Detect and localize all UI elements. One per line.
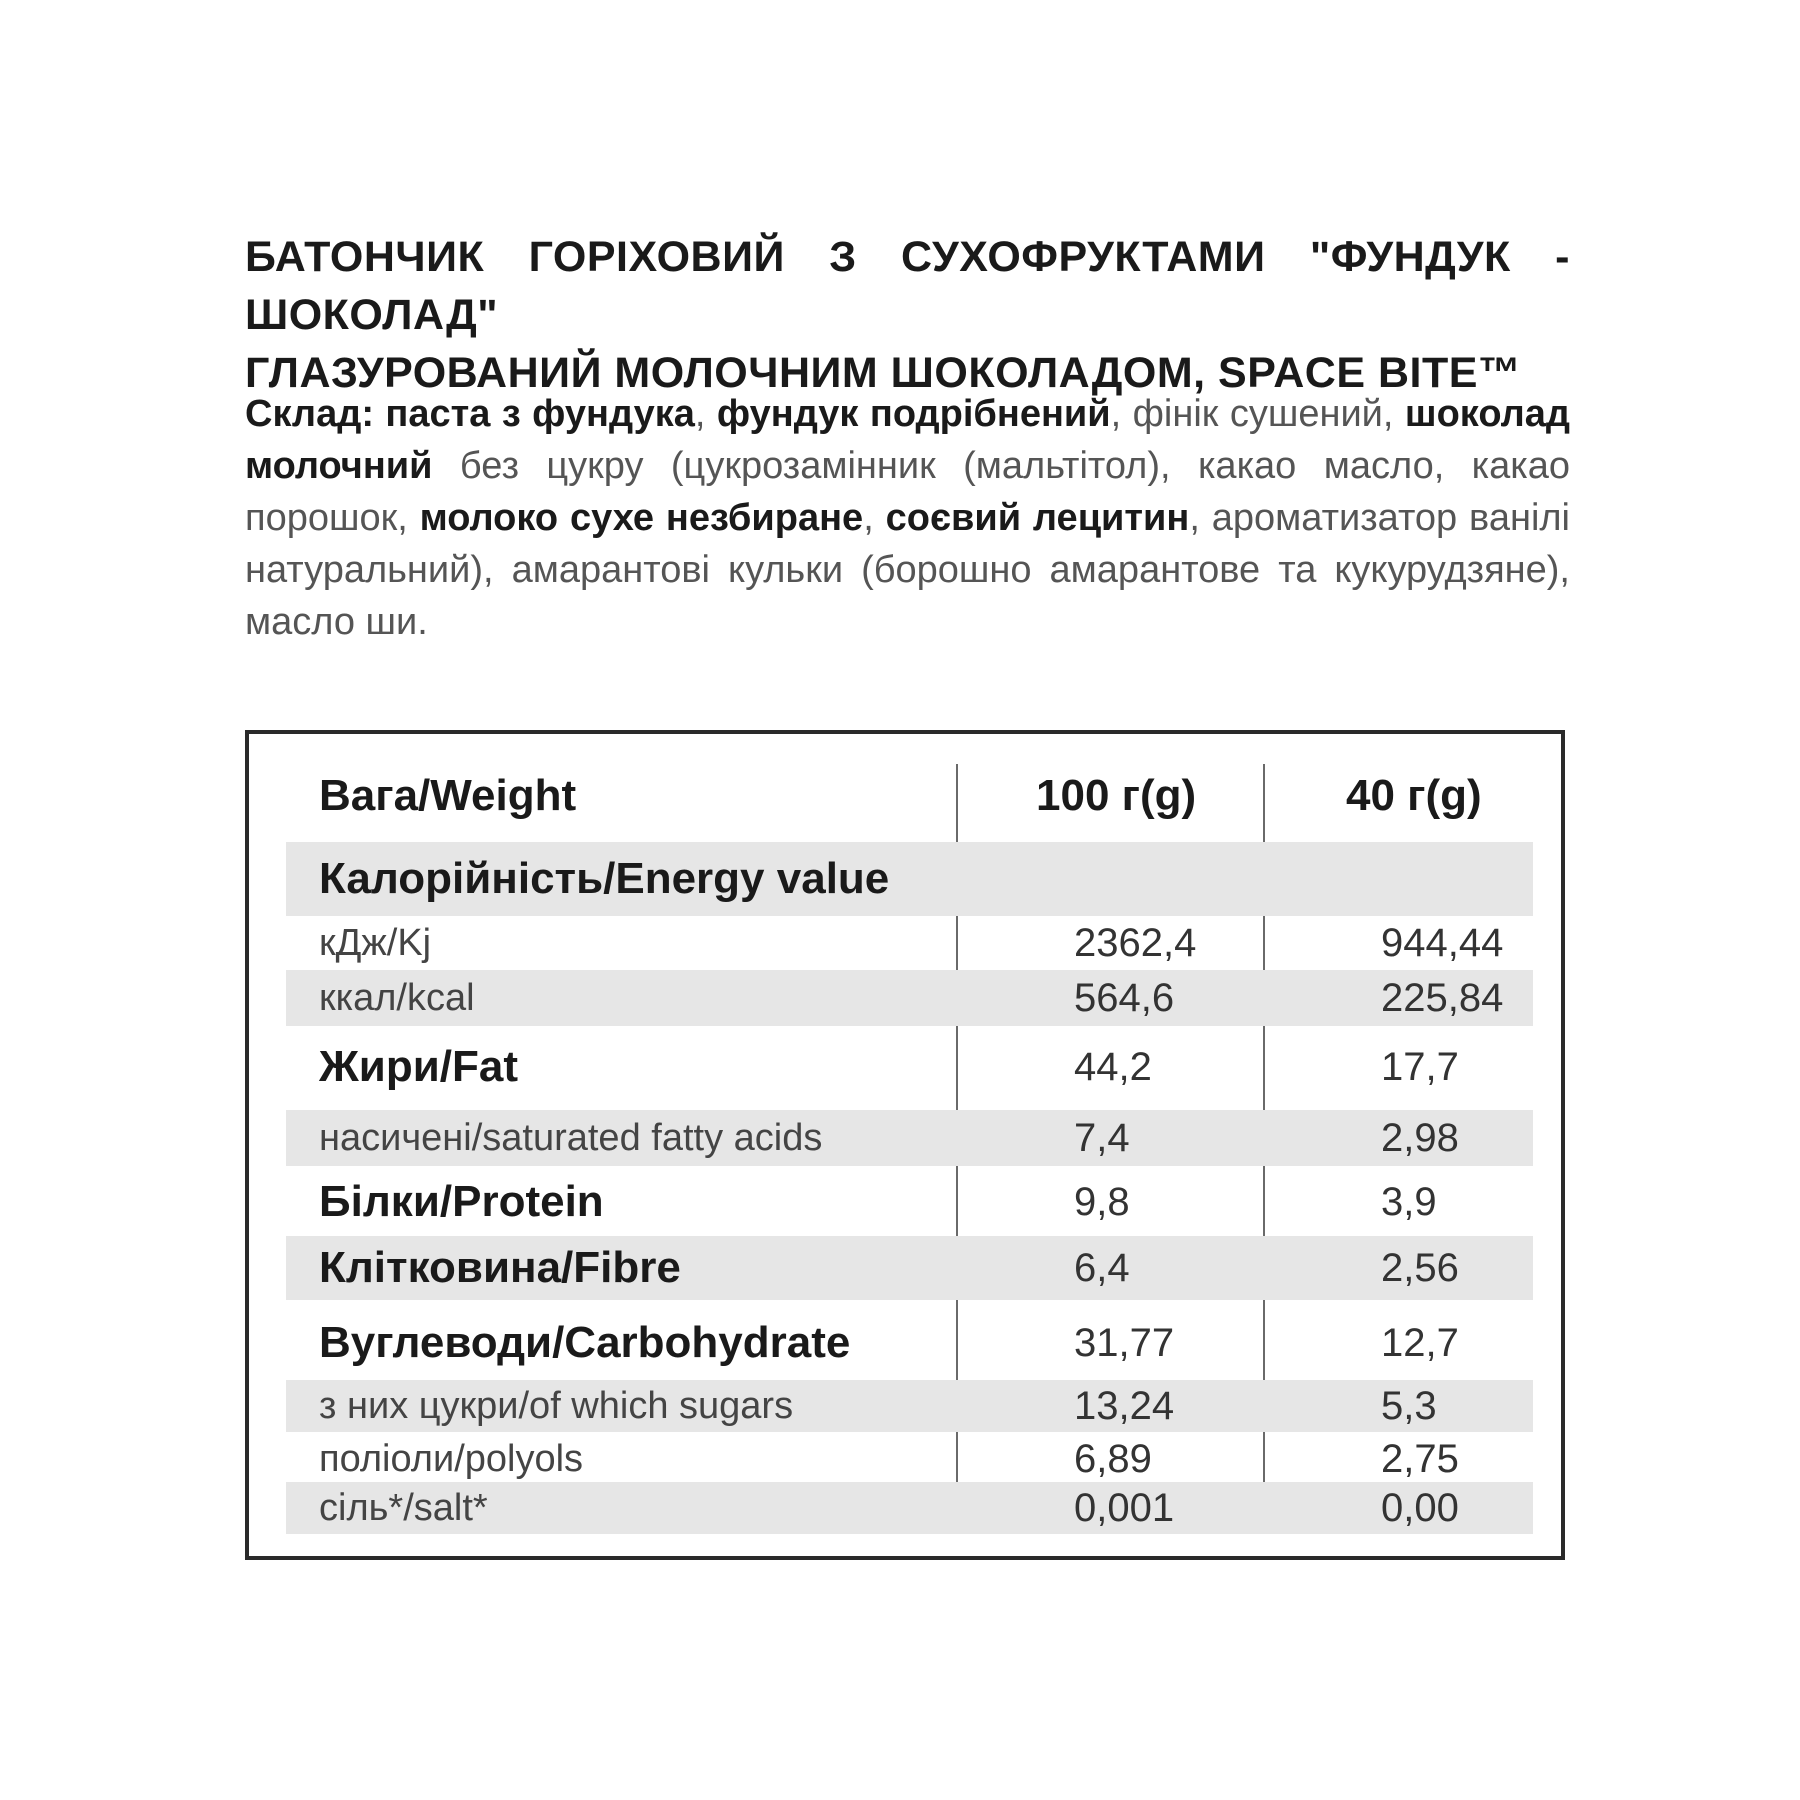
ingredient-bold: Склад: паста з фундука: [245, 393, 695, 435]
table-row-saturated: [286, 1110, 1533, 1166]
row-value-100g: 6,4: [1074, 1245, 1130, 1290]
product-title-line-1: БАТОНЧИК ГОРІХОВИЙ З СУХОФРУКТАМИ "ФУНДУК - ШОКОЛАД": [245, 233, 1570, 339]
row-value-100g: 7,4: [1074, 1115, 1130, 1160]
row-value-40g: 2,56: [1381, 1245, 1459, 1290]
row-value-100g: 564,6: [1074, 975, 1175, 1020]
ingredient-bold: шоколад молочний: [245, 393, 1570, 487]
table-row-fat: [286, 1032, 1533, 1102]
header-40g: 40 г(g): [1346, 771, 1482, 820]
product-title: [245, 228, 1570, 402]
ingredient-bold: соєвий лецитин: [885, 497, 1190, 539]
row-label: Клітковина/Fibre: [319, 1243, 681, 1292]
row-value-40g: 3,9: [1381, 1179, 1437, 1224]
ingredients-text: [245, 388, 1570, 648]
table-row-sugars: [286, 1380, 1533, 1432]
row-value-100g: 2362,4: [1074, 920, 1197, 965]
ingredient-bold: молоко сухе незбиране: [419, 497, 864, 539]
ingredient-text: ,: [694, 393, 717, 435]
row-value-100g: 31,77: [1074, 1320, 1175, 1365]
row-label: ккал/kcal: [319, 976, 475, 1019]
table-row-protein: [286, 1172, 1533, 1232]
row-label: Калорійність/Energy value: [319, 854, 890, 903]
row-value-40g: 17,7: [1381, 1044, 1459, 1089]
row-value-40g: 225,84: [1381, 975, 1504, 1020]
row-label: сіль*/salt*: [319, 1486, 488, 1529]
ingredient-text: ,: [863, 497, 886, 539]
table-row-kj: [286, 916, 1533, 970]
table-header-row: [286, 764, 1533, 828]
row-label: Жири/Fat: [319, 1042, 518, 1091]
table-row-salt: [286, 1482, 1533, 1534]
row-label: Вуглеводи/Carbohydrate: [319, 1318, 851, 1367]
table-row-carbohydrate: [286, 1308, 1533, 1378]
row-value-40g: 5,3: [1381, 1383, 1437, 1428]
header-100g: 100 г(g): [1036, 771, 1197, 820]
row-value-40g: 0,00: [1381, 1485, 1459, 1530]
row-value-40g: 2,98: [1381, 1115, 1459, 1160]
row-value-100g: 9,8: [1074, 1179, 1130, 1224]
ingredient-text: , фінік сушений,: [1110, 393, 1405, 435]
product-title-line-2: ГЛАЗУРОВАНИЙ МОЛОЧНИМ ШОКОЛАДОМ, SPACE BITE™: [245, 349, 1522, 397]
ingredient-text: без цукру (цукрозамінник (мальтітол), какао масло, какао порошок,: [245, 445, 1570, 539]
header-weight-label: Вага/Weight: [319, 771, 577, 820]
row-label: кДж/Kj: [319, 921, 432, 964]
row-label: Білки/Protein: [319, 1177, 604, 1226]
row-value-40g: 944,44: [1381, 920, 1504, 965]
row-value-100g: 44,2: [1074, 1044, 1152, 1089]
ingredient-text: , ароматизатор ванілі натуральний), амарантові кульки (борошно амарантове та кукурудзяне), масло ши.: [245, 497, 1570, 643]
table-row-kcal: [286, 970, 1533, 1026]
row-label: з них цукри/of which sugars: [319, 1384, 794, 1427]
row-value-40g: 2,75: [1381, 1436, 1459, 1481]
row-value-100g: 0,001: [1074, 1485, 1175, 1530]
table-row-polyols: [286, 1432, 1533, 1486]
row-value-100g: 13,24: [1074, 1383, 1175, 1428]
nutrition-table: [245, 730, 1565, 1560]
row-label: насичені/saturated fatty acids: [319, 1116, 823, 1159]
row-label: поліоли/polyols: [319, 1437, 584, 1480]
table-row-energy: [286, 842, 1533, 916]
ingredient-bold: фундук подрібнений: [716, 393, 1111, 435]
row-value-100g: 6,89: [1074, 1436, 1152, 1481]
row-value-40g: 12,7: [1381, 1320, 1459, 1365]
table-row-fibre: [286, 1236, 1533, 1300]
